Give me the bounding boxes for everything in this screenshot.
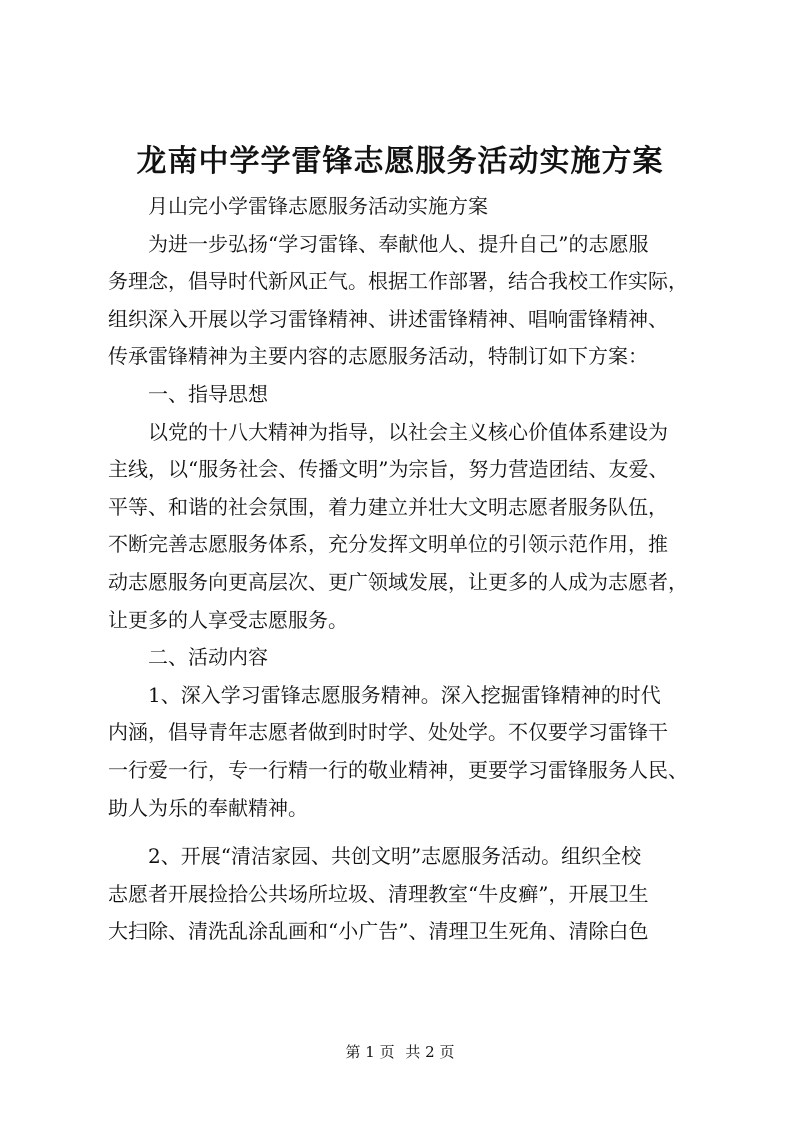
paragraph-intro-line-1: 为进一步弘扬“学习雷锋、奉献他人、提升自己”的志愿服 bbox=[148, 231, 649, 256]
paragraph-guiding-line-3: 平等、和谐的社会氛围，着力建立并壮大文明志愿者服务队伍， bbox=[108, 494, 668, 519]
paragraph-guiding-line-2: 主线，以“服务社会、传播文明”为宗旨，努力营造团结、友爱、 bbox=[108, 457, 669, 482]
paragraph-guiding-line-6: 让更多的人享受志愿服务。 bbox=[108, 607, 348, 632]
paragraph-gap bbox=[108, 827, 708, 838]
paragraph-intro-line-2: 务理念，倡导时代新风正气。根据工作部署，结合我校工作实际， bbox=[108, 269, 688, 294]
paragraph-intro-line-3: 组织深入开展以学习雷锋精神、讲述雷锋精神、唱响雷锋精神、 bbox=[108, 306, 668, 331]
page-number: 第 1 页 bbox=[345, 1043, 395, 1061]
section-heading-activity-content: 二、活动内容 bbox=[148, 645, 268, 670]
document-title: 龙南中学学雷锋志愿服务活动实施方案 bbox=[136, 144, 664, 179]
section-heading-guiding-thought: 一、指导思想 bbox=[148, 381, 268, 406]
paragraph-item-1-line-4: 助人为乐的奉献精神。 bbox=[108, 795, 308, 820]
page-footer bbox=[0, 1042, 800, 1062]
paragraph-item-1-line-1: 1、深入学习雷锋志愿服务精神。深入挖掘雷锋精神的时代 bbox=[148, 682, 661, 707]
paragraph-guiding-line-1: 以党的十八大精神为指导，以社会主义核心价值体系建设为 bbox=[148, 419, 668, 444]
paragraph-guiding-line-4: 不断完善志愿服务体系，充分发挥文明单位的引领示范作用，推 bbox=[108, 532, 668, 557]
paragraph-guiding-line-5: 动志愿服务向更高层次、更广领域发展，让更多的人成为志愿者， bbox=[108, 569, 688, 594]
subtitle-line: 月山完小学雷锋志愿服务活动实施方案 bbox=[148, 194, 488, 218]
paragraph-item-2-line-3: 大扫除、清洗乱涂乱画和“小广告”、清理卫生死角、清除白色 bbox=[108, 919, 649, 944]
paragraph-item-1-line-2: 内涵，倡导青年志愿者做到时时学、处处学。不仅要学习雷锋干 bbox=[108, 720, 668, 745]
paragraph-item-2-line-2: 志愿者开展捡拾公共场所垃圾、清理教室“牛皮癣”，开展卫生 bbox=[108, 881, 649, 906]
document-body bbox=[108, 188, 708, 951]
paragraph-item-1-line-3: 一行爱一行，专一行精一行的敬业精神，更要学习雷锋服务人民、 bbox=[108, 757, 688, 782]
paragraph-intro-line-4: 传承雷锋精神为主要内容的志愿服务活动，特制订如下方案： bbox=[108, 344, 648, 369]
paragraph-item-2-line-1: 2、开展“清洁家园、共创文明”志愿服务活动。组织全校 bbox=[148, 844, 642, 869]
page-total: 共 2 页 bbox=[405, 1043, 455, 1061]
